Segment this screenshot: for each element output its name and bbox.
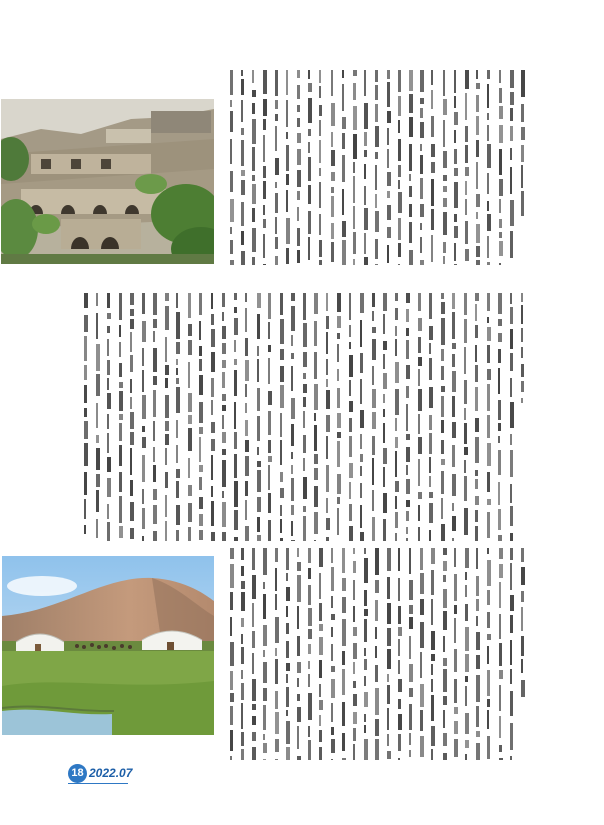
text-column: [487, 548, 491, 760]
text-column: [431, 70, 435, 265]
text-column: [465, 70, 469, 265]
text-column: [387, 70, 391, 265]
text-column: [342, 548, 346, 760]
text-column: [314, 293, 318, 541]
text-column: [241, 548, 245, 760]
text-column: [280, 293, 284, 541]
text-column: [263, 70, 267, 265]
text-column: [245, 293, 249, 541]
text-column: [199, 293, 203, 541]
text-column: [268, 293, 272, 541]
text-column: [364, 70, 368, 265]
text-column: [142, 293, 146, 541]
text-column: [409, 70, 413, 265]
text-column: [252, 548, 256, 760]
text-column: [364, 548, 368, 760]
text-column: [475, 293, 479, 541]
text-column: [521, 293, 525, 403]
text-column: [153, 293, 157, 541]
text-column: [375, 70, 379, 265]
text-column: [119, 293, 123, 541]
text-column: [165, 293, 169, 541]
text-column: [395, 293, 399, 541]
text-column: [230, 70, 234, 265]
text-column: [275, 548, 279, 760]
text-column: [372, 293, 376, 541]
text-column: [107, 293, 111, 541]
text-column: [353, 70, 357, 265]
text-column: [286, 548, 290, 760]
text-column: [234, 293, 238, 541]
text-column: [454, 70, 458, 265]
issue-date: 2022.07: [89, 766, 133, 780]
text-column: [476, 70, 480, 265]
text-column: [441, 293, 445, 541]
text-column: [308, 70, 312, 265]
text-column: [521, 70, 525, 220]
text-column: [476, 548, 480, 760]
text-column: [331, 548, 335, 760]
text-column: [454, 548, 458, 760]
text-column: [331, 70, 335, 265]
text-column: [431, 548, 435, 760]
page-footer: [68, 763, 132, 783]
text-column: [222, 293, 226, 541]
text-column: [84, 293, 88, 541]
text-column: [353, 548, 357, 760]
text-column: [349, 293, 353, 541]
text-column: [443, 70, 447, 265]
text-column: [297, 548, 301, 760]
text-column: [487, 70, 491, 265]
text-column: [297, 70, 301, 265]
text-column: [398, 548, 402, 760]
text-column: [406, 293, 410, 541]
text-column: [409, 548, 413, 760]
text-column: [291, 293, 295, 541]
text-column: [211, 293, 215, 541]
cave-dwelling-village-photo: [1, 99, 214, 264]
text-column: [96, 293, 100, 541]
text-column: [176, 293, 180, 541]
text-column: [326, 293, 330, 541]
text-column: [188, 293, 192, 541]
text-column: [499, 548, 503, 760]
text-column: [498, 293, 502, 541]
grassland-yurt-photo: [2, 556, 214, 735]
text-column: [230, 548, 234, 760]
text-column: [521, 548, 525, 698]
text-column: [275, 70, 279, 265]
text-column: [452, 293, 456, 541]
footer-rule: [68, 783, 128, 784]
text-column: [487, 293, 491, 541]
text-column: [303, 293, 307, 541]
page-number: 18: [68, 764, 87, 783]
text-column: [319, 70, 323, 265]
text-column: [375, 548, 379, 760]
text-column: [383, 293, 387, 541]
text-column: [443, 548, 447, 760]
text-column: [286, 70, 290, 265]
text-column: [510, 293, 514, 541]
text-column: [308, 548, 312, 760]
text-column: [257, 293, 261, 541]
text-column: [510, 70, 514, 265]
text-column: [465, 548, 469, 760]
text-column: [420, 548, 424, 760]
text-column: [398, 70, 402, 265]
text-column: [263, 548, 267, 760]
text-column: [337, 293, 341, 541]
text-column: [464, 293, 468, 541]
text-column: [342, 70, 346, 265]
text-column: [360, 293, 364, 541]
text-column: [319, 548, 323, 760]
text-column: [418, 293, 422, 541]
text-column: [252, 70, 256, 265]
text-column: [420, 70, 424, 265]
text-column: [510, 548, 514, 760]
text-column: [387, 548, 391, 760]
text-column: [499, 70, 503, 265]
text-column: [241, 70, 245, 265]
text-column: [130, 293, 134, 541]
text-column: [429, 293, 433, 541]
